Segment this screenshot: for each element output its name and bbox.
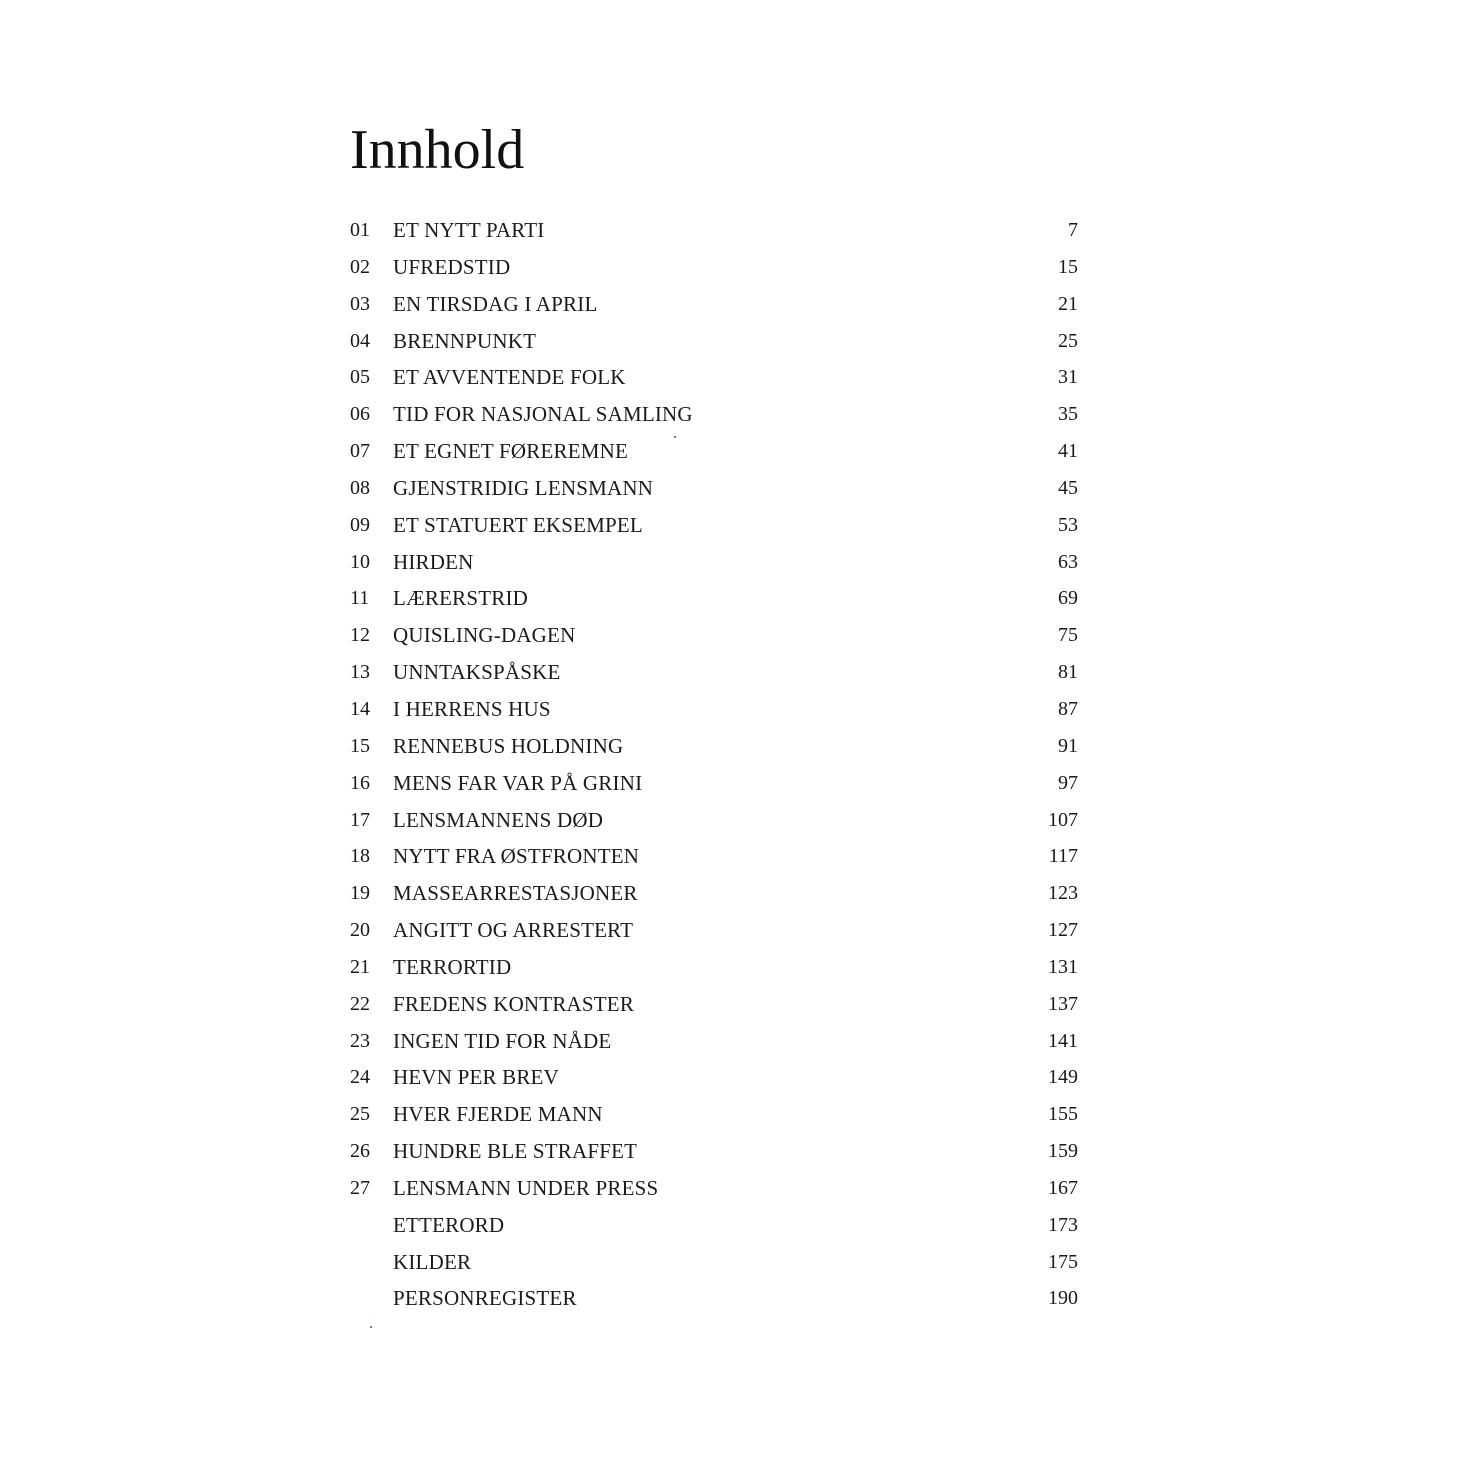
page-number: 91 xyxy=(1058,734,1078,757)
toc-entry xyxy=(350,1244,1078,1281)
toc-entry xyxy=(350,1133,1078,1170)
chapter-number: 25 xyxy=(350,1103,370,1126)
page-number: 7 xyxy=(1068,219,1078,241)
toc-entry xyxy=(350,470,1078,507)
chapter-title: UFREDSTID xyxy=(393,254,511,279)
toc-entry xyxy=(350,580,1078,617)
page-number: 149 xyxy=(1048,1066,1078,1089)
page-number: 175 xyxy=(1048,1250,1078,1273)
chapter-title: HVER FJERDE MANN xyxy=(393,1102,603,1127)
page-number: 45 xyxy=(1058,476,1078,499)
page-number: 173 xyxy=(1048,1213,1078,1236)
chapter-number: 13 xyxy=(350,661,370,684)
chapter-title: MENS FAR VAR PÅ GRINI xyxy=(393,770,643,795)
chapter-number: 11 xyxy=(350,587,370,610)
page-number: 69 xyxy=(1058,587,1078,610)
toc-entry xyxy=(350,1207,1078,1244)
page-number: 127 xyxy=(1048,919,1078,942)
toc-entry xyxy=(350,1059,1078,1096)
toc-entry xyxy=(350,1280,1078,1317)
page-number: 137 xyxy=(1048,992,1078,1015)
chapter-title: FREDENS KONTRASTER xyxy=(393,991,635,1016)
chapter-title: HUNDRE BLE STRAFFET xyxy=(393,1139,638,1164)
page-number: 75 xyxy=(1058,624,1078,647)
toc-entry xyxy=(350,507,1078,544)
chapter-title: GJENSTRIDIG LENSMANN xyxy=(393,475,654,500)
toc-entry xyxy=(350,949,1078,986)
toc-entry xyxy=(350,728,1078,765)
scan-speck xyxy=(674,436,676,438)
toc-entry xyxy=(350,912,1078,949)
chapter-number: 17 xyxy=(350,808,370,831)
chapter-number: 20 xyxy=(350,919,370,942)
chapter-title: TERRORTID xyxy=(393,954,512,979)
chapter-number: 19 xyxy=(350,882,370,905)
page-number: 97 xyxy=(1058,771,1078,794)
page-title: Innhold xyxy=(350,119,525,181)
chapter-title: I HERRENS HUS xyxy=(393,696,551,721)
chapter-title: RENNEBUS HOLDNING xyxy=(393,733,624,758)
page-number: 107 xyxy=(1048,808,1078,831)
chapter-number: 10 xyxy=(350,550,370,573)
chapter-title: ET AVVENTENDE FOLK xyxy=(393,365,626,390)
page-number: 25 xyxy=(1058,329,1078,352)
toc-entry xyxy=(350,691,1078,728)
toc-entry xyxy=(350,396,1078,433)
page-number: 31 xyxy=(1058,366,1078,389)
toc-entry xyxy=(350,1170,1078,1207)
page-number: 63 xyxy=(1058,550,1078,573)
toc-entry xyxy=(350,286,1078,323)
chapter-number: 16 xyxy=(350,771,370,794)
toc-entry xyxy=(350,654,1078,691)
chapter-title: NYTT FRA ØSTFRONTEN xyxy=(393,844,640,869)
page-number: 190 xyxy=(1048,1287,1078,1310)
chapter-title: ET EGNET FØREREMNE xyxy=(393,439,628,464)
toc-entry xyxy=(350,212,1078,249)
chapter-title: LÆRERSTRID xyxy=(393,586,529,611)
toc-entry xyxy=(350,1023,1078,1060)
toc-entry xyxy=(350,802,1078,839)
toc-entry xyxy=(350,323,1078,360)
chapter-number: 04 xyxy=(350,329,370,352)
page-number: 141 xyxy=(1048,1029,1078,1052)
toc-entry xyxy=(350,875,1078,912)
toc-entry xyxy=(350,544,1078,581)
chapter-number: 14 xyxy=(350,697,370,720)
page-number: 21 xyxy=(1058,292,1078,315)
chapter-title: ET STATUERT EKSEMPEL xyxy=(393,512,643,537)
chapter-number: 26 xyxy=(350,1140,370,1163)
chapter-title: HEVN PER BREV xyxy=(393,1065,559,1090)
chapter-number: 12 xyxy=(350,624,370,647)
page-number: 35 xyxy=(1058,403,1078,426)
toc-entry xyxy=(350,1096,1078,1133)
chapter-number: 03 xyxy=(350,292,370,315)
chapter-number: 07 xyxy=(350,440,370,463)
chapter-title: PERSONREGISTER xyxy=(393,1286,577,1311)
page-number: 87 xyxy=(1058,697,1078,720)
chapter-number: 15 xyxy=(350,734,370,757)
chapter-number: 05 xyxy=(350,366,370,389)
toc-entry xyxy=(350,765,1078,802)
page-number: 41 xyxy=(1058,440,1078,463)
table-of-contents xyxy=(350,212,1078,1317)
chapter-title: LENSMANNENS DØD xyxy=(393,807,604,832)
chapter-title: QUISLING-DAGEN xyxy=(393,623,576,648)
chapter-number: 24 xyxy=(350,1066,370,1089)
page-number: 81 xyxy=(1058,661,1078,684)
chapter-title: INGEN TID FOR NÅDE xyxy=(393,1028,612,1053)
chapter-title: ETTERORD xyxy=(393,1212,505,1237)
chapter-number: 09 xyxy=(350,513,370,536)
chapter-title: ET NYTT PARTI xyxy=(393,218,545,242)
page-number: 159 xyxy=(1048,1140,1078,1163)
chapter-title: BRENNPUNKT xyxy=(393,328,537,353)
page-number: 123 xyxy=(1048,882,1078,905)
page-number: 167 xyxy=(1048,1176,1078,1199)
chapter-number: 27 xyxy=(350,1176,370,1199)
chapter-title: ANGITT OG ARRESTERT xyxy=(393,918,634,943)
toc-entry xyxy=(350,986,1078,1023)
chapter-number: 22 xyxy=(350,992,370,1015)
page-number: 131 xyxy=(1048,955,1078,978)
chapter-number: 08 xyxy=(350,476,370,499)
chapter-title: MASSEARRESTASJONER xyxy=(393,881,638,906)
scan-speck xyxy=(370,1326,372,1328)
chapter-number: 06 xyxy=(350,403,370,426)
chapter-title: TID FOR NASJONAL SAMLING xyxy=(393,402,693,427)
chapter-title: EN TIRSDAG I APRIL xyxy=(393,291,598,316)
page-number: 155 xyxy=(1048,1103,1078,1126)
chapter-number: 23 xyxy=(350,1029,370,1052)
page-number: 53 xyxy=(1058,513,1078,536)
page-number: 117 xyxy=(1048,845,1078,868)
chapter-title: UNNTAKSPÅSKE xyxy=(393,660,561,685)
toc-entry xyxy=(350,617,1078,654)
chapter-number: 02 xyxy=(350,255,370,278)
chapter-number: 21 xyxy=(350,955,370,978)
chapter-number: 01 xyxy=(350,219,370,241)
toc-entry xyxy=(350,433,1078,470)
page-number: 15 xyxy=(1058,255,1078,278)
chapter-title: HIRDEN xyxy=(393,549,474,574)
toc-entry xyxy=(350,359,1078,396)
toc-entry xyxy=(350,838,1078,875)
chapter-number: 18 xyxy=(350,845,370,868)
chapter-title: KILDER xyxy=(393,1249,472,1274)
chapter-title: LENSMANN UNDER PRESS xyxy=(393,1175,659,1200)
toc-entry xyxy=(350,249,1078,286)
